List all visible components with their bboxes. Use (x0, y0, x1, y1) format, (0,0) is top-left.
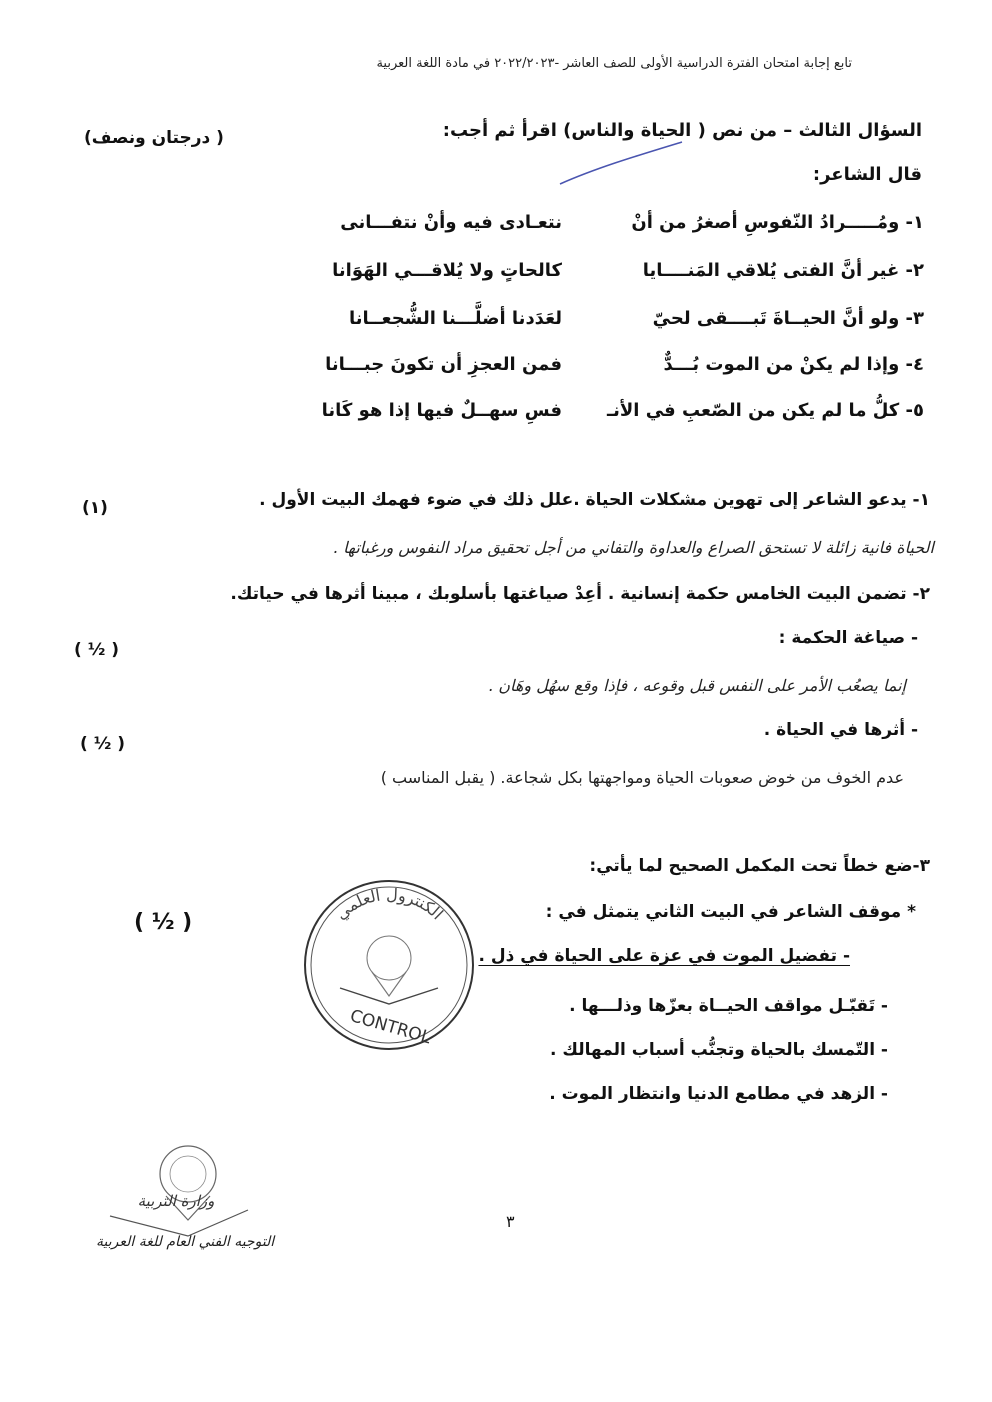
stamp-bottom-text: CONTROL (347, 1006, 434, 1049)
verse-5-first-hemistich: ٥- كلُّ ما لم يكن من الصّعبِ في الأنـ (606, 400, 924, 421)
question-2-text: ٢- تضمن البيت الخامس حكمة إنسانية . أعِدْ صياغتها بأسلوبك ، مبينا أثرها في حياتك. (230, 584, 930, 604)
verse-4-first-hemistich: ٤- وإذا لم يكنْ من الموت بُـــدٌّ (663, 354, 924, 375)
wording-label: - صياغة الحكمة : (778, 628, 918, 648)
question-1-mark: (١) (82, 498, 108, 518)
option-3: - التّمسك بالحياة وتجنُّب أسباب المهالك . (550, 1040, 888, 1060)
footer-signature: التوجيه الفني العام للغة العربية (96, 1234, 275, 1250)
question-3-text: ٣-ضع خطاً تحت المكمل الصحيح لما يأتي: (589, 856, 930, 876)
pen-stroke (556, 138, 686, 188)
poet-intro: قال الشاعر: (812, 164, 922, 185)
wording-mark: ( ½ ) (74, 640, 119, 660)
verse-1-first-hemistich: ١- ومُـــــرادُ النّفوسِ أصغرُ من أنْ (631, 212, 924, 233)
question-marks: (درجتان ونصف ) (84, 128, 224, 148)
effect-label: - أثرها في الحياة . (763, 720, 918, 740)
wording-answer: إنما يصعُب الأمر على النفس قبل وقوعه ، فإذا وقع سهُل وهَان . (488, 676, 906, 695)
question-1-answer: الحياة فانية زائلة لا تستحق الصراع والعداوة والتفاني من أجل تحقيق مراد النفوس ورغباتها . (332, 538, 934, 557)
option-4: - الزهد في مطامع الدنيا وانتظار الموت . (549, 1084, 888, 1104)
verse-5-second-hemistich: فسِ سهــلٌ فيها إذا هو كَانا (321, 400, 562, 421)
verse-1-second-hemistich: نتعـادى فيه وأنْ نتفـــانى (340, 212, 562, 233)
effect-mark: ( ½ ) (80, 734, 125, 754)
seal-text: وزارة التربية (137, 1192, 215, 1210)
control-stamp (300, 876, 478, 1054)
verse-3-first-hemistich: ٣- ولو أنَّ الحيــاةَ تَبــــقى لحيّ (652, 308, 924, 329)
question-3-stem: * موقف الشاعر في البيت الثاني يتمثل في : (545, 902, 916, 922)
effect-answer: عدم الخوف من خوض صعوبات الحياة ومواجهتها بكل شجاعة. ( يقبل المناسب ) (380, 768, 904, 787)
verse-3-second-hemistich: لعَدَدنا أضلَّـــنا الشُّجعــانا (348, 308, 562, 329)
stamp-top-text: الكنترول العلمي (331, 884, 447, 924)
verse-2-first-hemistich: ٢- غير أنَّ الفتى يُلاقي المَنــــايا (642, 260, 924, 281)
question-1-text: ١- يدعو الشاعر إلى تهوين مشكلات الحياة .علل ذلك في ضوء فهمك البيت الأول . (259, 490, 930, 510)
page-number: ٣ (506, 1212, 515, 1231)
ministry-seal (96, 1140, 256, 1270)
option-correct: - تفضيل الموت في عزة على الحياة في ذل . (478, 946, 850, 966)
question-title: السؤال الثالث – من نص ( الحياة والناس) اقرأ ثم أجب: (442, 120, 922, 141)
option-2: - تَقبّـل مواقف الحيــاة بعزّها وذلـــها . (569, 996, 888, 1016)
verse-2-second-hemistich: كالحاتٍ ولا يُلاقـــي الهَوَانا (332, 260, 562, 281)
page-header: تابع إجابة امتحان الفترة الدراسية الأولى للصف العاشر -٢٠٢٢/٢٠٢٣ في مادة اللغة العربية (376, 56, 852, 71)
verse-4-second-hemistich: فمن العجزِ أن تكونَ جبـــانا (325, 354, 562, 375)
question-3-mark: ( ½ ) (134, 910, 193, 935)
